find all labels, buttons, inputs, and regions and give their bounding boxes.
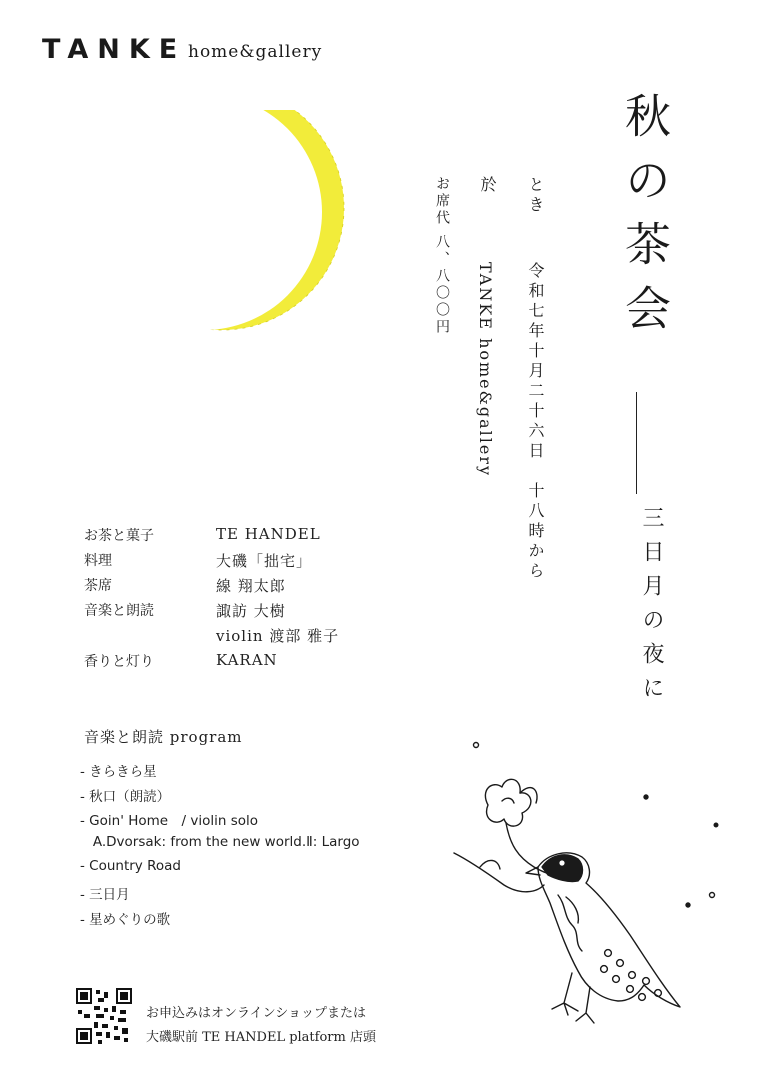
- crescent-moon-icon: [96, 110, 346, 340]
- credit-role: 音楽と朗読: [84, 603, 154, 619]
- credit-name: 大磯「拙宅」: [216, 552, 313, 570]
- bird-with-flower-icon: [440, 735, 740, 1035]
- program-item: - 三日月: [80, 886, 130, 903]
- program-item: - Country Road: [80, 858, 181, 875]
- footer-line-1: お申込みはオンラインショップまたは: [146, 1006, 367, 1021]
- credit-role: 料理: [84, 553, 112, 569]
- credit-role: 香りと灯り: [84, 654, 154, 670]
- program-item: - 星めぐりの歌: [80, 911, 171, 928]
- event-subtitle: 三日月の夜に: [639, 506, 664, 710]
- credit-name: 諏訪 大樹: [216, 602, 286, 620]
- program-item: - Goin' Home / violin solo: [80, 813, 259, 830]
- program-list: [80, 760, 360, 932]
- program-item: - きらきら星: [80, 764, 157, 780]
- program-item: - 秋口（朗読）: [80, 788, 171, 805]
- program-title: 音楽と朗読 program: [84, 728, 243, 746]
- footer-info: [146, 1002, 376, 1050]
- credit-name: KARAN: [216, 651, 278, 669]
- credit-name: 線 翔太郎: [216, 577, 286, 595]
- footer-line-2: 大磯駅前 TE HANDEL platform 店頭: [146, 1030, 376, 1045]
- credit-name: TE HANDEL: [216, 525, 321, 543]
- credit-name: violin 渡部 雅子: [216, 627, 340, 645]
- title-divider: [636, 392, 637, 494]
- brand-logo: TANKE: [42, 34, 187, 65]
- event-title: 秋の茶会: [618, 92, 672, 348]
- program-item: A.Dvorsak: from the new world.Ⅱ: Largo: [80, 833, 360, 850]
- credit-role: 茶席: [84, 578, 112, 594]
- fee-label: お席代: [434, 176, 450, 227]
- credit-role: お茶と菓子: [84, 528, 154, 544]
- venue-label: 於: [478, 176, 497, 196]
- date-label: とき: [526, 176, 545, 216]
- venue-value: TANKE home&gallery: [476, 262, 495, 478]
- date-value: 令和七年十月二十六日 十八時から: [526, 262, 545, 582]
- brand-subtitle: home&gallery: [188, 42, 323, 62]
- fee-value: 八、八〇〇円: [434, 234, 450, 336]
- qr-code-icon[interactable]: [76, 988, 132, 1044]
